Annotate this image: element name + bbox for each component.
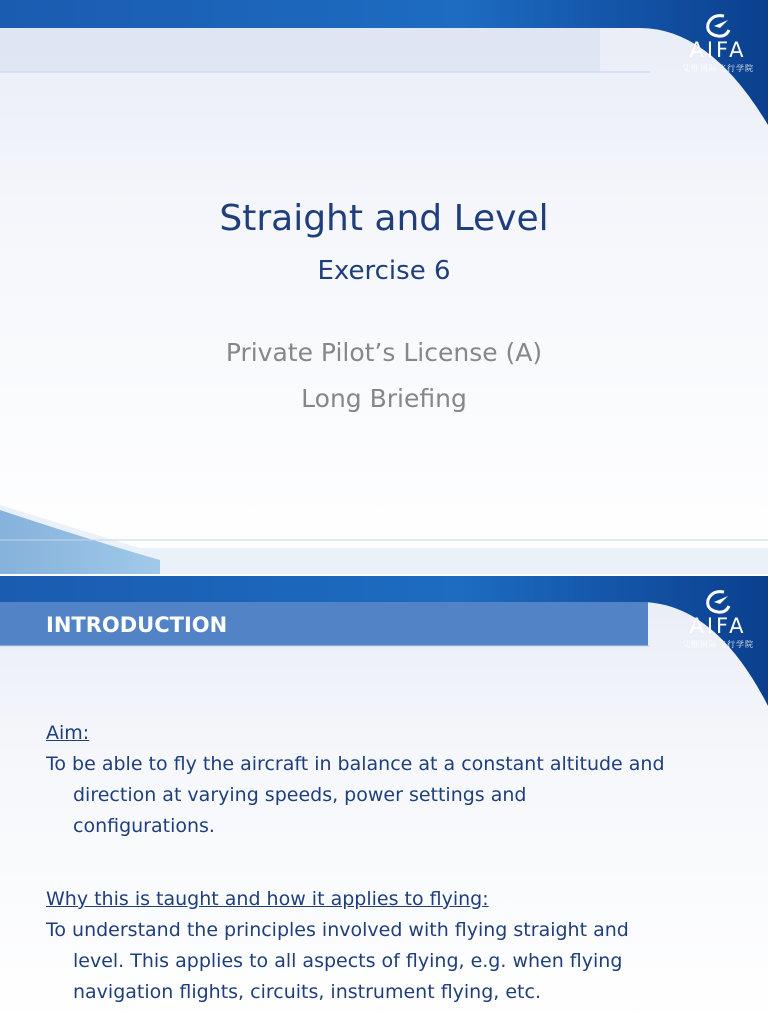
- aim-line: To be able to fly the aircraft in balance at a constant altitude and: [46, 753, 665, 775]
- aim-block: [46, 718, 746, 842]
- aim-line: configurations.: [73, 815, 215, 837]
- aim-label: Aim:: [46, 722, 90, 744]
- why-line: To understand the principles involved with flying straight and: [46, 919, 629, 941]
- aifa-logo: [673, 8, 763, 78]
- aifa-emblem-icon: [702, 12, 732, 40]
- why-block: [46, 884, 746, 1008]
- logo-text: AIFA: [689, 38, 747, 62]
- logo-subtitle: 艾维国际飞行学院: [682, 64, 754, 73]
- slide-subtitle: Exercise 6: [317, 256, 451, 286]
- aifa-emblem-icon: [702, 588, 732, 616]
- why-label: Why this is taught and how it applies to flying:: [46, 888, 489, 910]
- slide-title-heading: Straight and Level: [219, 198, 549, 239]
- course-name: Private Pilot’s License (A): [225, 338, 543, 367]
- briefing-type: Long Briefing: [301, 384, 467, 413]
- slide-introduction: [0, 576, 768, 1024]
- logo-subtitle: 艾维国际飞行学院: [682, 640, 754, 649]
- why-line: level. This applies to all aspects of flying, e.g. when flying: [73, 950, 623, 972]
- logo-text: AIFA: [689, 614, 747, 638]
- aifa-logo: [673, 584, 763, 654]
- section-heading: INTRODUCTION: [46, 613, 228, 637]
- aim-line: direction at varying speeds, power settings and: [73, 784, 527, 806]
- why-line: navigation flights, circuits, instrument flying, etc.: [73, 981, 541, 1003]
